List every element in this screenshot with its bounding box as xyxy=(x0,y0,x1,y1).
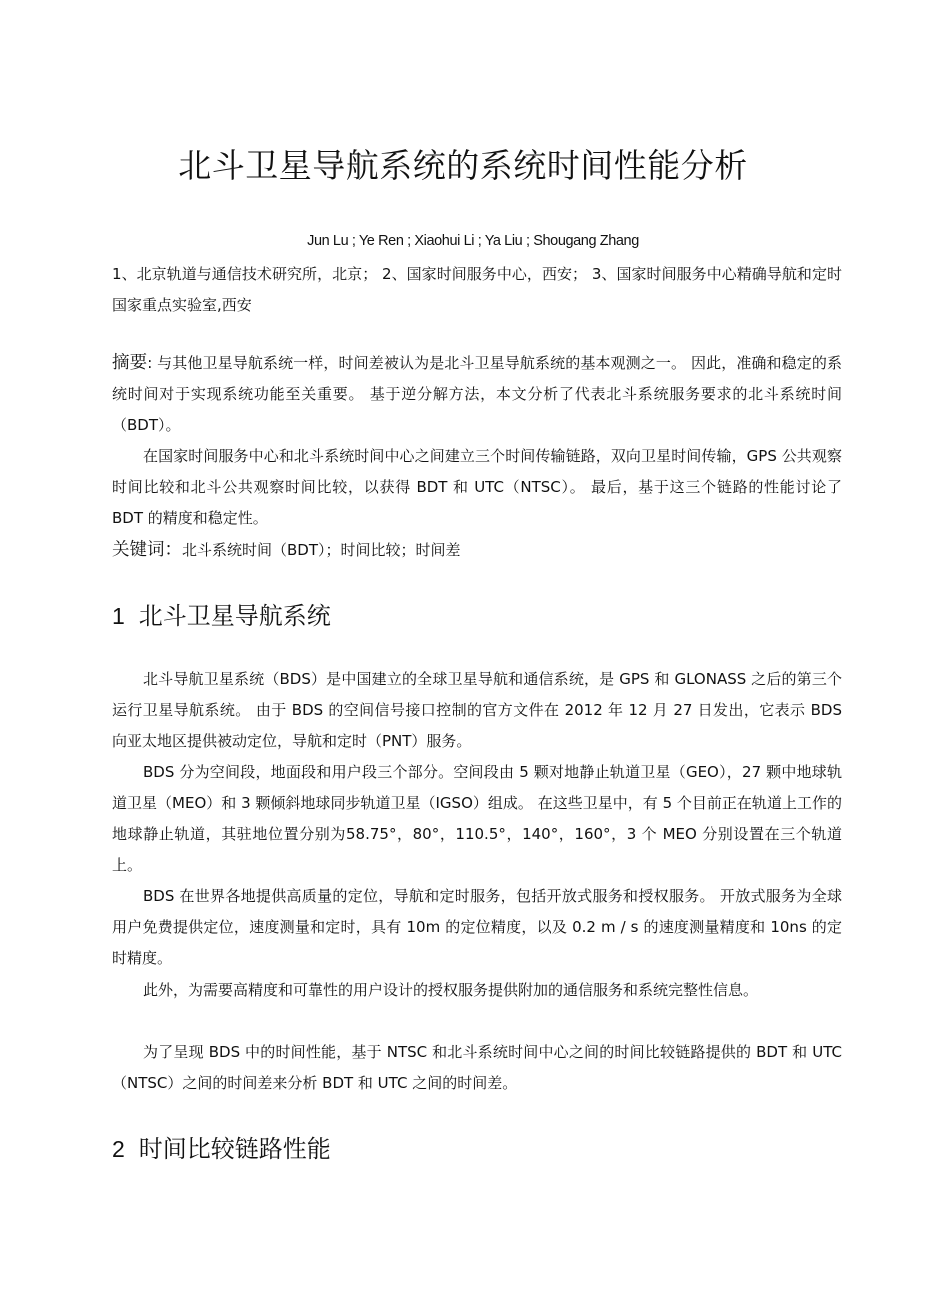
section-1-paragraph: BDS 在世界各地提供高质量的定位，导航和定时服务，包括开放式服务和授权服务。 开放式服务为全球用户免费提供定位，速度测量和定时，具有 10m 的定位精度，以及 0.2 m / s 的速度测量精度和 10ns 的定时精度。 xyxy=(112,887,842,967)
section-1-paragraph: 此外，为需要高精度和可靠性的用户设计的授权服务提供附加的通信服务和系统完整性信息。 xyxy=(143,981,759,999)
abstract-text-1: : 与其他卫星导航系统一样，时间差被认为是北斗卫星导航系统的基本观测之一。 因此，准确和稳定的系统时间对于实现系统功能至关重要。 基于逆分解方法，本文分析了代表北斗系统服务要求的北斗系统时间（BDT）。 xyxy=(112,354,842,434)
keywords-label: 关键词： xyxy=(112,540,182,560)
keywords-line xyxy=(112,535,842,566)
keywords-text: 北斗系统时间（BDT）；时间比较；时间差 xyxy=(182,541,461,559)
section-2-heading xyxy=(112,1131,331,1167)
section-1-heading xyxy=(112,598,331,634)
section-1-title: 北斗卫星导航系统 xyxy=(138,602,331,630)
abstract-label: 摘要 xyxy=(112,353,148,373)
author-list: Jun Lu ; Ye Ren ; Xiaohui Li ; Ya Liu ; Shougang Zhang xyxy=(307,233,639,249)
section-1-number: 1 xyxy=(112,603,125,629)
paper-title: 北斗卫星导航系统的系统时间性能分析 xyxy=(178,146,748,185)
section-2-title: 时间比较链路性能 xyxy=(138,1135,331,1163)
section-1-paragraph: 为了呈现 BDS 中的时间性能，基于 NTSC 和北斗系统时间中心之间的时间比较链路提供的 BDT 和 UTC（NTSC）之间的时间差来分析 BDT 和 UTC 之间的时间差。 xyxy=(112,1043,842,1092)
abstract-paragraph-2: 在国家时间服务中心和北斗系统时间中心之间建立三个时间传输链路，双向卫星时间传输，GPS 公共观察时间比较和北斗公共观察时间比较，以获得 BDT 和 UTC（NTSC）。 最后，基于这三个链路的性能讨论了 BDT 的精度和稳定性。 xyxy=(112,447,842,527)
abstract-paragraph-1 xyxy=(112,348,842,441)
section-1-paragraph: 北斗导航卫星系统（BDS）是中国建立的全球卫星导航和通信系统，是 GPS 和 GLONASS 之后的第三个运行卫星导航系统。 由于 BDS 的空间信号接口控制的官方文件在 2012 年 12 月 27 日发出，它表示 BDS 向亚太地区提供被动定位，导航和定时（PNT）服务。 xyxy=(112,670,842,750)
affiliations: 1、北京轨道与通信技术研究所，北京； 2、国家时间服务中心，西安； 3、国家时间服务中心精确导航和定时国家重点实验室,西安 xyxy=(112,265,842,314)
section-1-paragraph: BDS 分为空间段，地面段和用户段三个部分。空间段由 5 颗对地静止轨道卫星（GEO），27 颗中地球轨道卫星（MEO）和 3 颗倾斜地球同步轨道卫星（IGSO）组成。 在这些卫星中，有 5 个目前正在轨道上工作的地球静止轨道，其驻地位置分别为58.75°，80°，110.5°，140°，160°，3 个 MEO 分别设置在三个轨道上。 xyxy=(112,763,842,874)
section-2-number: 2 xyxy=(112,1136,125,1162)
